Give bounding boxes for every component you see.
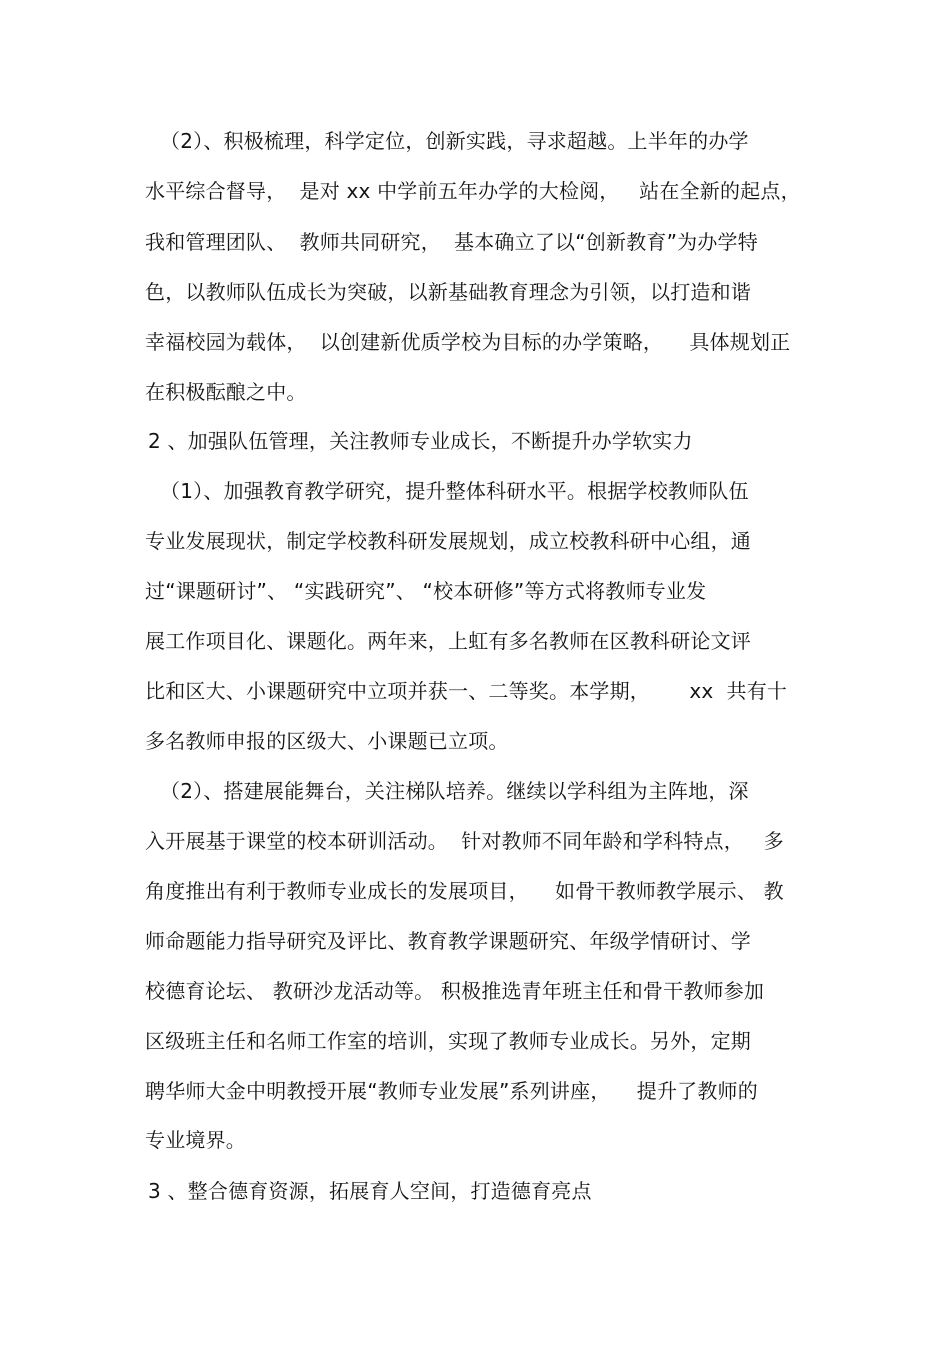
paragraph-line-17: 校德育论坛、 教研沙龙活动等。 积极推选青年班主任和骨干教师参加 xyxy=(145,979,765,1003)
paragraph-line-11: 比和区大、小课题研究中立项并获一、二等奖。本学期， xx 共有十 xyxy=(145,679,788,703)
paragraph-line-5: 幸福校园为载体， 以创建新优质学校为目标的办学策略， 具体规划正 xyxy=(145,330,791,354)
paragraph-line-6: 在积极酝酿之中。 xyxy=(145,380,307,404)
paragraph-line-16: 师命题能力指导研究及评比、教育教学课题研究、年级学情研讨、学 xyxy=(145,929,751,953)
paragraph-line-3: 我和管理团队、 教师共同研究， 基本确立了以“创新教育”为办学特 xyxy=(145,230,758,254)
paragraph-line-7: （1）、加强教育教学研究，提升整体科研水平。根据学校教师队伍 xyxy=(160,479,749,503)
paragraph-line-4: 色，以教师队伍成长为突破，以新基础教育理念为引领，以打造和谐 xyxy=(145,280,751,304)
paragraph-line-2: 水平综合督导， 是对 xx 中学前五年办学的大检阅， 站在全新的起点， xyxy=(145,179,801,203)
paragraph-line-8: 专业发展现状，制定学校教科研发展规划，成立校教科研中心组，通 xyxy=(145,529,751,553)
paragraph-line-19: 聘华师大金中明教授开展“教师专业发展”系列讲座， 提升了教师的 xyxy=(145,1079,758,1103)
paragraph-line-1: （2）、积极梳理，科学定位，创新实践，寻求超越。上半年的办学 xyxy=(160,129,749,153)
paragraph-line-9: 过“课题研讨”、 “实践研究”、 “校本研修”等方式将教师专业发 xyxy=(145,579,707,603)
section-heading-3: 3 、整合德育资源，拓展育人空间，打造德育亮点 xyxy=(148,1179,592,1203)
paragraph-line-20: 专业境界。 xyxy=(145,1128,246,1152)
paragraph-line-14: 入开展基于课堂的校本研训活动。 针对教师不同年龄和学科特点， 多 xyxy=(145,829,784,853)
section-heading-2: 2 、加强队伍管理，关注教师专业成长，不断提升办学软实力 xyxy=(148,429,693,453)
paragraph-line-13: （2）、搭建展能舞台，关注梯队培养。继续以学科组为主阵地，深 xyxy=(160,779,749,803)
paragraph-line-15: 角度推出有利于教师专业成长的发展项目， 如骨干教师教学展示、 教 xyxy=(145,879,784,903)
paragraph-line-10: 展工作项目化、课题化。两年来，上虹有多名教师在区教科研论文评 xyxy=(145,629,751,653)
paragraph-line-18: 区级班主任和名师工作室的培训，实现了教师专业成长。另外，定期 xyxy=(145,1029,751,1053)
paragraph-line-12: 多名教师申报的区级大、小课题已立项。 xyxy=(145,729,509,753)
